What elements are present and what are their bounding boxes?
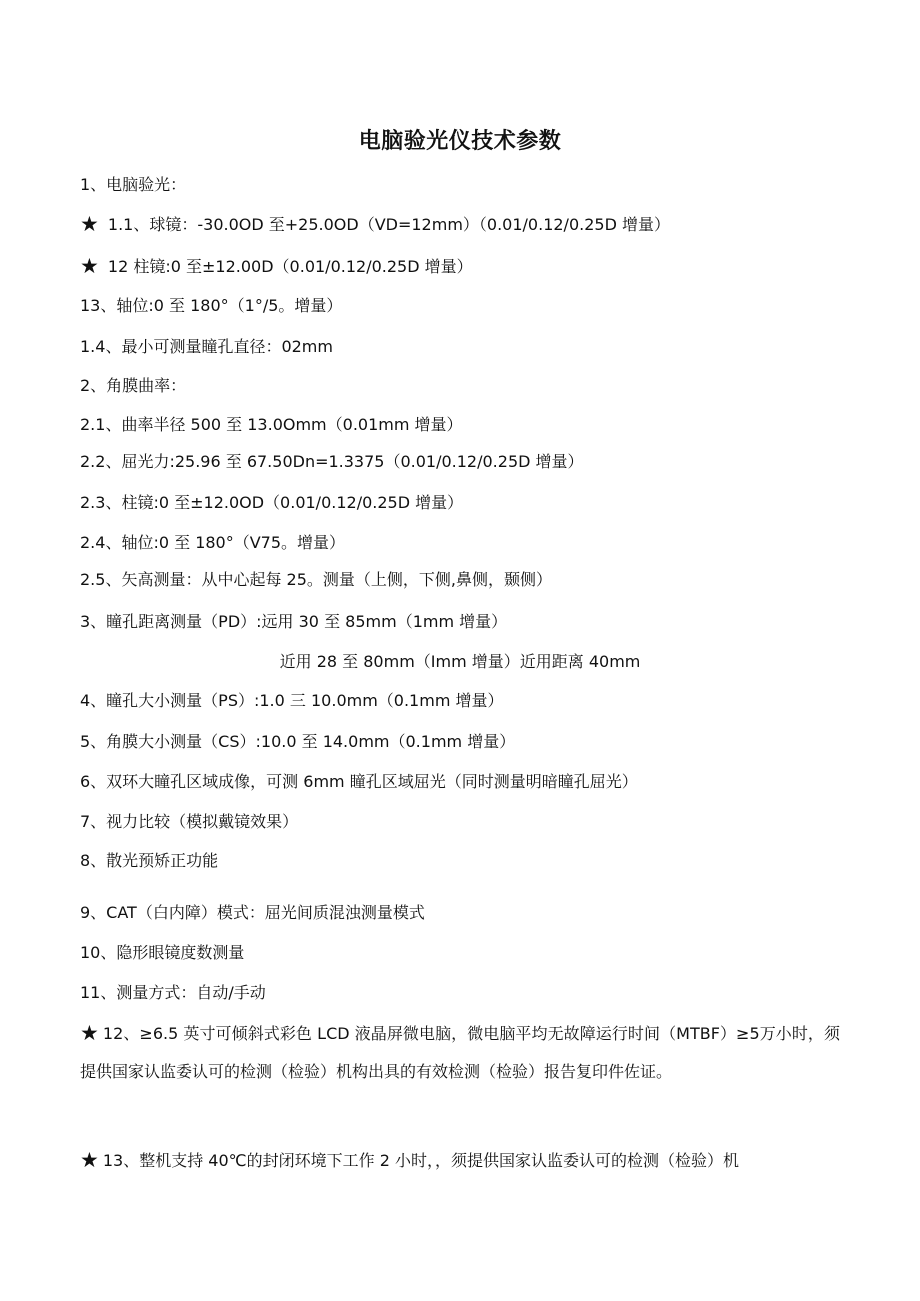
spec-text: 12 柱镜:0 至±12.00D（0.01/0.12/0.25D 增量） (102, 257, 473, 276)
spec-line-2: 2、角膜曲率： (80, 376, 187, 395)
spec-line-2-4: 2.4、轴位:0 至 180°（V75。增量） (80, 533, 346, 552)
spec-line-1-3: 13、轴位:0 至 180°（1°/5。增量） (80, 296, 343, 315)
spec-line-8: 8、散光预矫正功能 (80, 851, 219, 870)
star-icon: ★ (80, 1021, 99, 1045)
spec-line-9: 9、CAT（白内障）模式：屈光间质混浊测量模式 (80, 903, 425, 922)
spec-line-7: 7、视力比较（模拟戴镜效果） (80, 812, 299, 831)
spec-line-10: 10、隐形眼镜度数测量 (80, 943, 245, 962)
spec-line-2-1: 2.1、曲率半径 500 至 13.0Omm（0.01mm 增量） (80, 415, 463, 434)
spec-line-6: 6、双环大瞳孔区域成像，可测 6mm 瞳孔区域屈光（同时测量明暗瞳孔屈光） (80, 772, 638, 791)
spec-line-1: 1、电脑验光： (80, 175, 187, 194)
document-title: 电脑验光仪技术参数 (358, 129, 562, 154)
spec-text: 12、≥6.5 英寸可倾斜式彩色 LCD 液晶屏微电脑，微电脑平均无故障运行时间（MTBF）≥5万小时，须提供国家认监委认可的检测（检验）机构出具的有效检测（检验）报告复印件佐证。 (80, 1024, 840, 1081)
spec-line-11: 11、测量方式：自动/手动 (80, 983, 266, 1002)
star-icon: ★ (80, 212, 99, 236)
spec-line-1-4: 1.4、最小可测量瞳孔直径：02mm (80, 337, 333, 356)
spec-para-13 (80, 1141, 840, 1180)
spec-line-2-5: 2.5、矢高测量：从中心起每 25。测量（上侧，下侧,鼻侧，颞侧） (80, 570, 552, 589)
spec-line-2-2: 2.2、屈光力:25.96 至 67.50Dn=1.3375（0.01/0.12/0.25D 增量） (80, 452, 584, 471)
spec-line-1-2 (80, 255, 473, 278)
star-icon: ★ (80, 254, 99, 278)
spec-text: 13、整机支持 40℃的封闭环境下工作 2 小时，，须提供国家认监委认可的检测（检验）机 (102, 1151, 739, 1170)
spec-line-1-1 (80, 213, 670, 236)
spec-line-4: 4、瞳孔大小测量（PS）:1.0 三 10.0mm（0.1mm 增量） (80, 691, 504, 710)
spec-line-3: 3、瞳孔距离测量（PD）:远用 30 至 85mm（1mm 增量） (80, 612, 508, 631)
spec-text: 1.1、球镜：-30.0OD 至+25.0OD（VD=12mm）（0.01/0.12/0.25D 增量） (102, 215, 670, 234)
spec-line-3-near: 近用 28 至 80mm（Imm 增量）近用距离 40mm (279, 652, 641, 671)
star-icon: ★ (80, 1148, 99, 1172)
spec-line-2-3: 2.3、柱镜:0 至±12.0OD（0.01/0.12/0.25D 增量） (80, 493, 464, 512)
spec-line-5: 5、角膜大小测量（CS）:10.0 至 14.0mm（0.1mm 增量） (80, 732, 516, 751)
spec-para-12 (80, 1014, 840, 1091)
